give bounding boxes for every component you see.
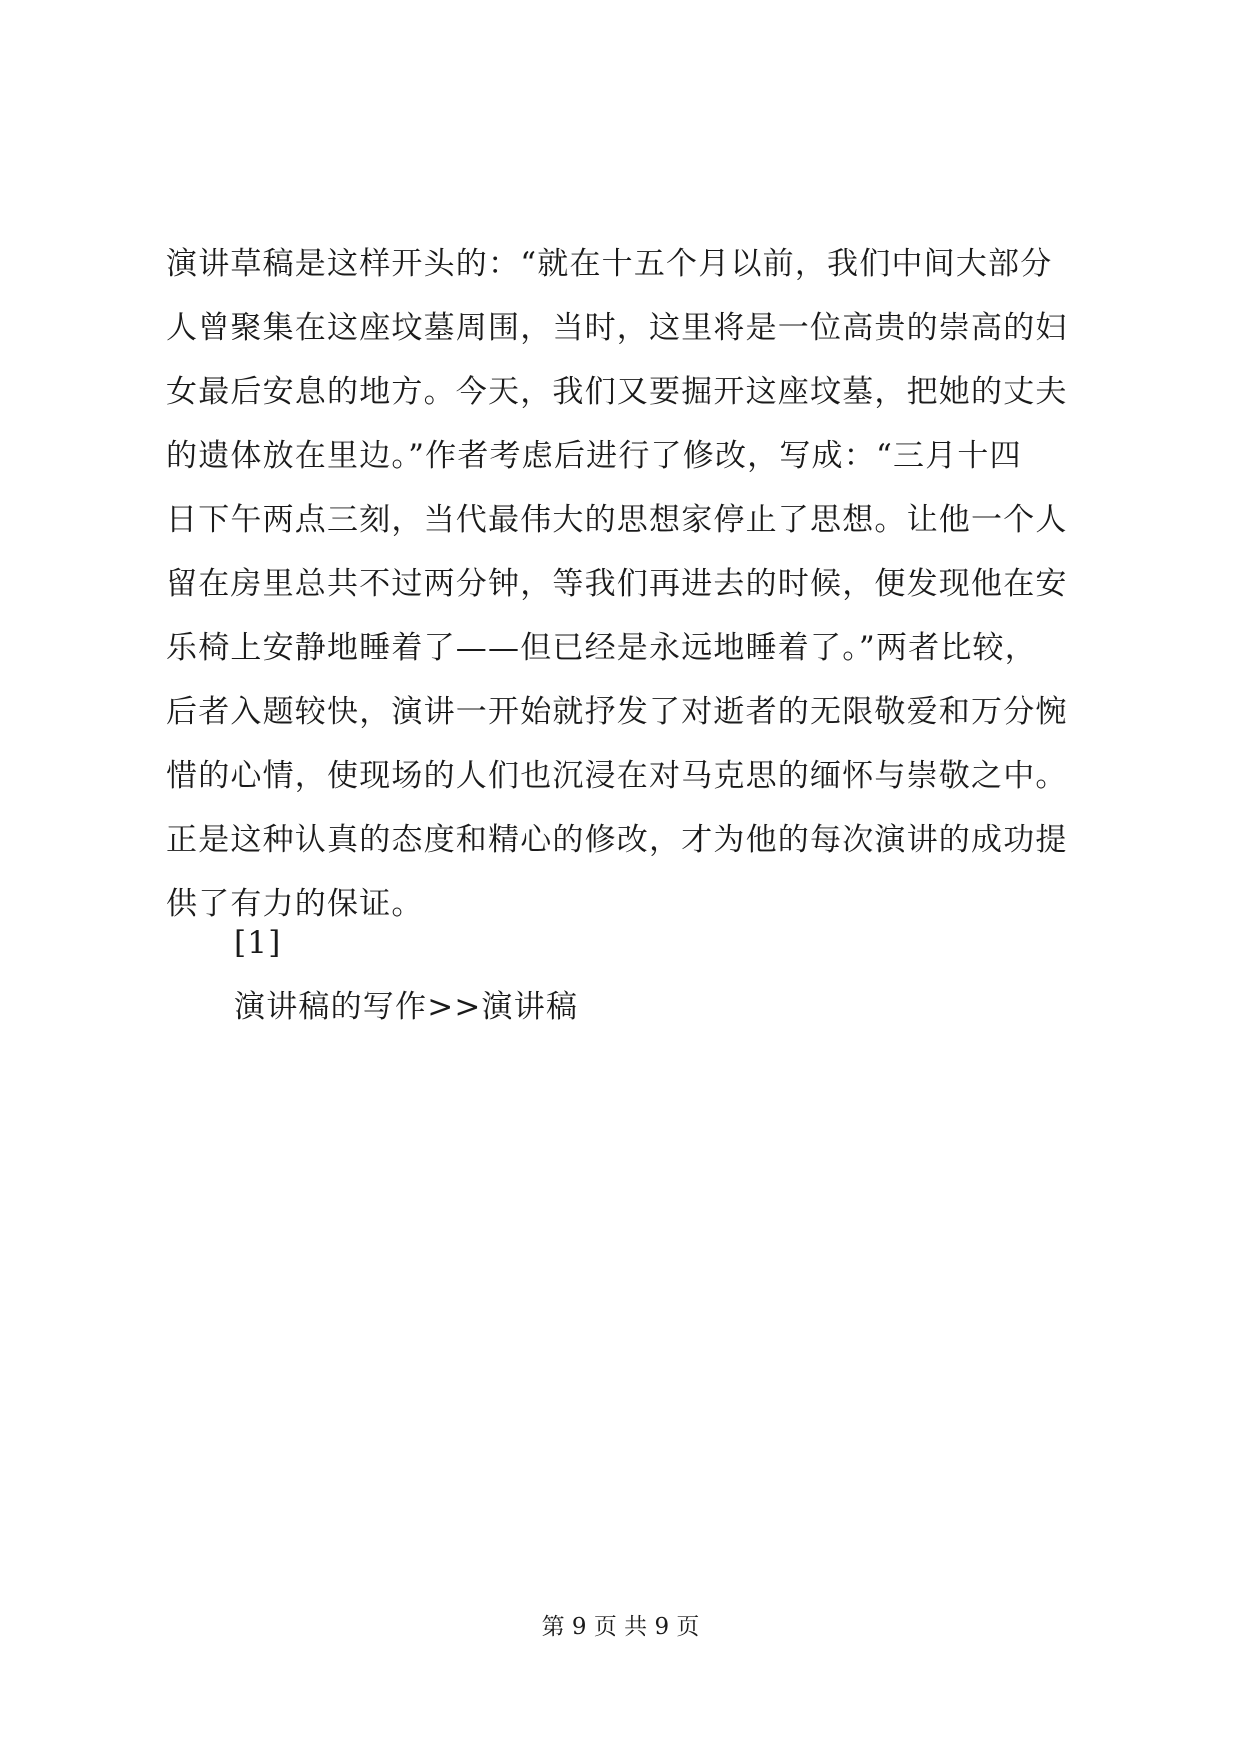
paragraph-line: 日下午两点三刻，当代最伟大的思想家停止了思想。让他一个人 bbox=[166, 502, 1068, 538]
main-paragraph bbox=[166, 232, 1086, 936]
paragraph-line: 惜的心情，使现场的人们也沉浸在对马克思的缅怀与崇敬之中。 bbox=[166, 758, 1068, 794]
paragraph-line: 人曾聚集在这座坟墓周围，当时，这里将是一位高贵的崇高的妇 bbox=[166, 310, 1068, 346]
paragraph-line: 后者入题较快，演讲一开始就抒发了对逝者的无限敬爱和万分惋 bbox=[166, 694, 1068, 730]
breadcrumb-link[interactable]: 演讲稿的写作>>演讲稿 bbox=[234, 989, 579, 1025]
paragraph-line: 乐椅上安静地睡着了——但已经是永远地睡着了。”两者比较， bbox=[166, 630, 1037, 666]
paragraph-line: 的遗体放在里边。”作者考虑后进行了修改，写成：“三月十四 bbox=[166, 438, 1022, 474]
reference-marker: [1] bbox=[234, 925, 282, 961]
paragraph-line: 女最后安息的地方。今天，我们又要掘开这座坟墓，把她的丈夫 bbox=[166, 374, 1068, 410]
paragraph-line: 留在房里总共不过两分钟，等我们再进去的时候，便发现他在安 bbox=[166, 566, 1068, 602]
page-number-footer: 第 9 页 共 9 页 bbox=[541, 1614, 700, 1640]
paragraph-line: 正是这种认真的态度和精心的修改，才为他的每次演讲的成功提 bbox=[166, 822, 1068, 858]
paragraph-line: 供了有力的保证。 bbox=[166, 886, 424, 922]
paragraph-line: 演讲草稿是这样开头的：“就在十五个月以前，我们中间大部分 bbox=[166, 246, 1053, 282]
